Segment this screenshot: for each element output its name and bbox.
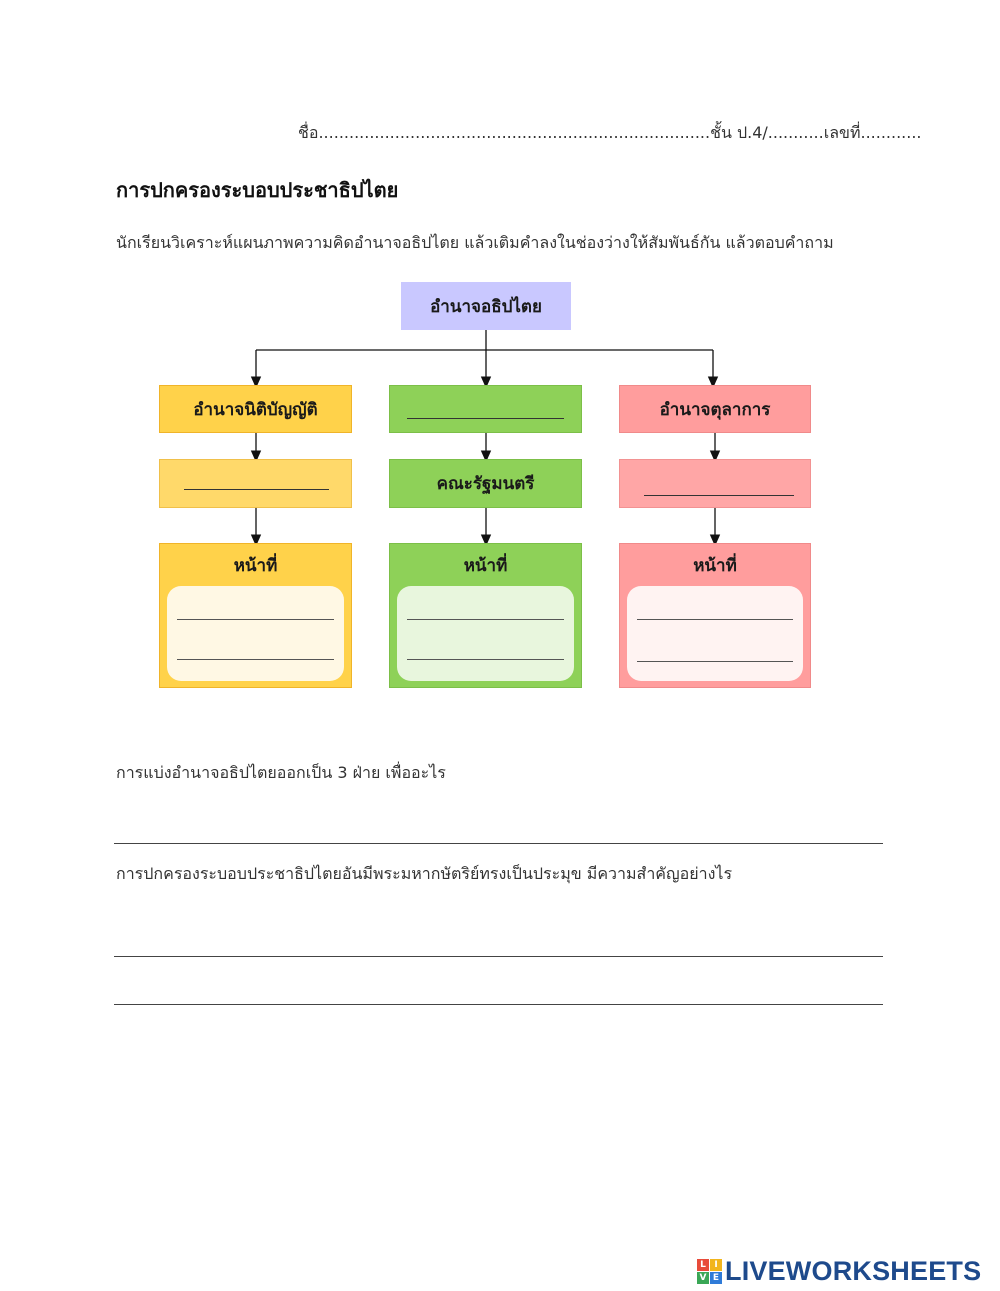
executive-duty-line-1[interactable] [407,619,564,620]
judicial-duty-answer-area[interactable] [627,586,803,681]
executive-duty-answer-area[interactable] [397,586,574,681]
legislative-duty-line-1[interactable] [177,619,334,620]
legislative-duty-box [159,543,352,688]
judicial-body-box [619,459,811,508]
judicial-body-blank[interactable] [644,495,794,496]
judicial-duty-line-1[interactable] [637,619,793,620]
legislative-duty-line-2[interactable] [177,659,334,660]
logo-letter: E [710,1272,722,1284]
answer-line-3[interactable] [114,1004,883,1005]
student-info-line: ชื่อ.............................................................................ชั้น ป.4/...........เลขที่............ [298,123,922,142]
legislative-duty-title: หน้าที่ [233,556,278,576]
question-2: การปกครองระบอบประชาธิปไตยอันมีพระมหากษัตริย์ทรงเป็นประมุข มีความสำคัญอย่างไร [116,864,733,883]
executive-duty-line-2[interactable] [407,659,564,660]
executive-body-box: คณะรัฐมนตรี [389,459,582,508]
logo-icon [697,1259,722,1284]
answer-line-2[interactable] [114,956,883,957]
legislative-body-box [159,459,352,508]
legislative-power-box: อำนาจนิติบัญญัติ [159,385,352,433]
judicial-duty-line-2[interactable] [637,661,793,662]
logo-letter: V [697,1272,709,1284]
logo-text: LIVEWORKSHEETS [725,1255,982,1286]
page-title: การปกครองระบอบประชาธิปไตย [116,178,399,202]
answer-line-1[interactable] [114,843,883,844]
executive-power-blank[interactable] [407,418,564,419]
liveworksheets-logo [697,1257,981,1285]
executive-power-box [389,385,582,433]
logo-letter: L [697,1259,709,1271]
question-1: การแบ่งอำนาจอธิปไตยออกเป็น 3 ฝ่าย เพื่ออะไร [116,763,446,782]
judicial-duty-title: หน้าที่ [693,556,737,576]
judicial-duty-box [619,543,811,688]
instruction-text: นักเรียนวิเคราะห์แผนภาพความคิดอำนาจอธิปไตย แล้วเติมคำลงในช่องว่างให้สัมพันธ์กัน แล้วตอบคำถาม [116,233,834,252]
root-power-box: อำนาจอธิปไตย [401,282,571,330]
judicial-power-box: อำนาจตุลาการ [619,385,811,433]
legislative-duty-answer-area[interactable] [167,586,344,681]
executive-duty-box [389,543,582,688]
legislative-body-blank[interactable] [184,489,329,490]
executive-duty-title: หน้าที่ [463,556,508,576]
logo-letter: I [710,1259,722,1271]
